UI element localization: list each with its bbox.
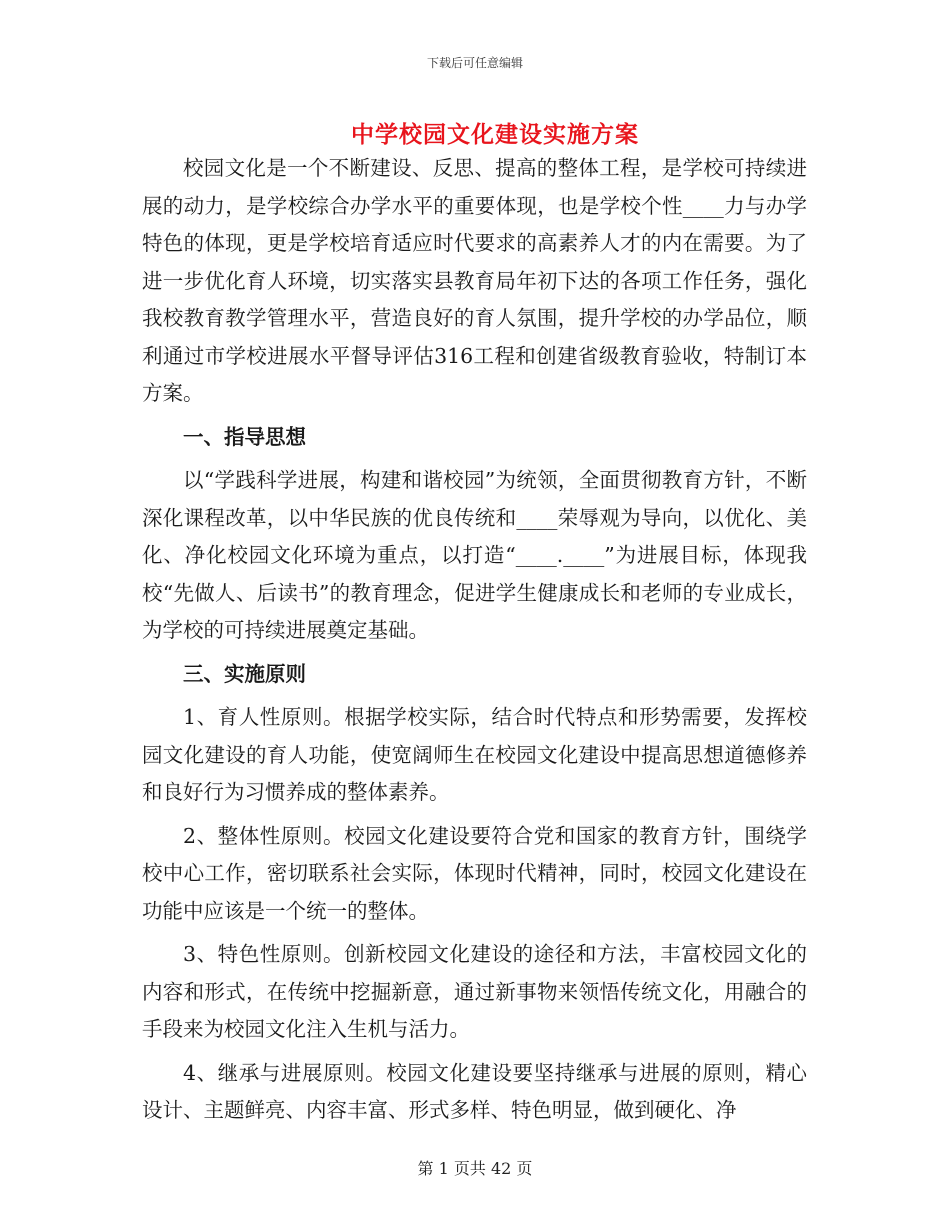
guiding-ideology-paragraph: 以“学践科学进展，构建和谐校园”为统领，全面贯彻教育方针，不断深化课程改革，以中华民族的优良传统和____荣辱观为导向，以优化、美化、净化校园文化环境为重点，以打造“____.____”为进展目标，体现我校“先做人、后读书”的教育理念，促进学生健康成长和老师的专业成长，为学校的可持续进展奠定基础。 bbox=[142, 468, 807, 642]
principle-paragraph-3: 3、特色性原则。创新校园文化建设的途径和方法，丰富校园文化的内容和形式，在传统中挖掘新意，通过新事物来领悟传统文化，用融合的手段来为校园文化注入生机与活力。 bbox=[142, 942, 807, 1041]
page-footer: 第 1 页共 42 页 bbox=[417, 1159, 533, 1178]
principle-paragraph-1: 1、育人性原则。根据学校实际，结合时代特点和形势需要，发挥校园文化建设的育人功能，使宽阔师生在校园文化建设中提高思想道德修养和良好行为习惯养成的整体素养。 bbox=[142, 705, 807, 804]
section-heading-guiding-ideology: 一、指导思想 bbox=[183, 424, 306, 449]
section-heading-principles: 三、实施原则 bbox=[183, 661, 306, 686]
principle-paragraph-2: 2、整体性原则。校园文化建设要符合党和国家的教育方针，围绕学校中心工作，密切联系社会实际，体现时代精神，同时，校园文化建设在功能中应该是一个统一的整体。 bbox=[142, 823, 807, 923]
principle-paragraph-4: 4、继承与进展原则。校园文化建设要坚持继承与进展的原则，精心设计、主题鲜亮、内容丰富、形式多样、特色明显，做到硬化、净 bbox=[142, 1060, 807, 1122]
document-body bbox=[142, 150, 807, 1136]
intro-paragraph: 校园文化是一个不断建设、反思、提高的整体工程，是学校可持续进展的动力，是学校综合办学水平的重要体现，也是学校个性____力与办学特色的体现，更是学校培育适应时代要求的高素养人才的内在需要。为了进一步优化育人环境，切实落实县教育局年初下达的各项工作任务，强化我校教育教学管理水平，营造良好的育人氛围，提升学校的办学品位，顺利通过市学校进展水平督导评估316工程和创建省级教育验收，特制订本方案。 bbox=[142, 156, 807, 405]
header-note: 下载后可任意编辑 bbox=[426, 56, 523, 70]
document-title: 中学校园文化建设实施方案 bbox=[351, 121, 639, 148]
